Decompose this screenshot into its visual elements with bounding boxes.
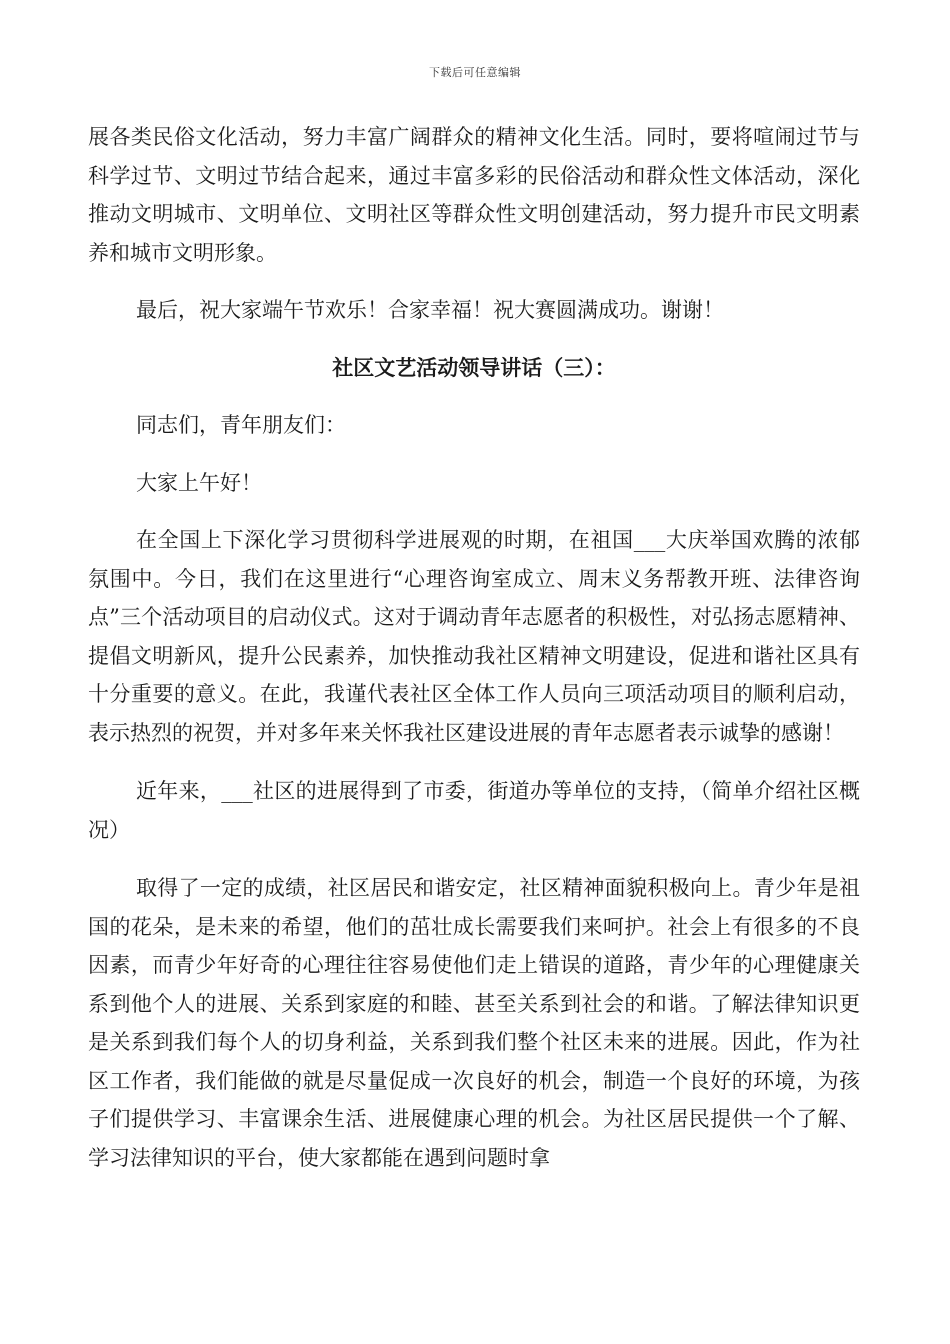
paragraph-achievements: 取得了一定的成绩，社区居民和谐安定，社区精神面貌积极向上。青少年是祖国的花朵，是未来的希望，他们的茁壮成长需要我们来呵护。社会上有很多的不良因素，而青少年好奇的心理往往容易使他们走上错误的道路，青少年的心理健康关系到他个人的进展、关系到家庭的和睦、甚至关系到社会的和谐。了解法律知识更是关系到我们每个人的切身利益，关系到我们整个社区未来的进展。因此，作为社区工作者，我们能做的就是尽量促成一次良好的机会，制造一个良好的环境，为孩子们提供学习、丰富课余生活、进展健康心理的机会。为社区居民提供一个了解、学习法律知识的平台，使大家都能在遇到问题时拿	[88, 876, 860, 1170]
paragraph-continuation: 展各类民俗文化活动，努力丰富广阔群众的精神文化生活。同时，要将喧闹过节与科学过节、文明过节结合起来，通过丰富多彩的民俗活动和群众性文体活动，深化推动文明城市、文明单位、文明社区等群众性文明创建活动，努力提升市民文明素养和城市文明形象。	[88, 125, 860, 265]
paragraph-opening: 在全国上下深化学习贯彻科学进展观的时期，在祖国___大庆举国欢腾的浓郁氛围中。今日，我们在这里进行“心理咨询室成立、周末义务帮教开班、法律咨询点”三个活动项目的启动仪式。这对于调动青年志愿者的积极性，对弘扬志愿精神、提倡文明新风，提升公民素养，加快推动我社区精神文明建设，促进和谐社区具有十分重要的意义。在此，我谨代表社区全体工作人员向三项活动项目的顺利启动，表示热烈的祝贺，并对多年来关怀我社区建设进展的青年志愿者表示诚挚的感谢！	[88, 528, 860, 745]
section-title: 社区文艺活动领导讲话（三）：	[332, 354, 616, 380]
header-note: 下载后可任意编辑	[429, 66, 521, 79]
paragraph-salutation: 同志们，青年朋友们：	[136, 413, 346, 437]
paragraph-closing-wishes: 最后，祝大家端午节欢乐！合家幸福！祝大赛圆满成功。谢谢！	[136, 298, 724, 322]
document-body	[88, 118, 860, 1177]
paragraph-community-intro: 近年来，___社区的进展得到了市委，街道办等单位的支持，（简单介绍社区概况）	[88, 779, 860, 842]
paragraph-greeting: 大家上午好！	[136, 470, 262, 495]
